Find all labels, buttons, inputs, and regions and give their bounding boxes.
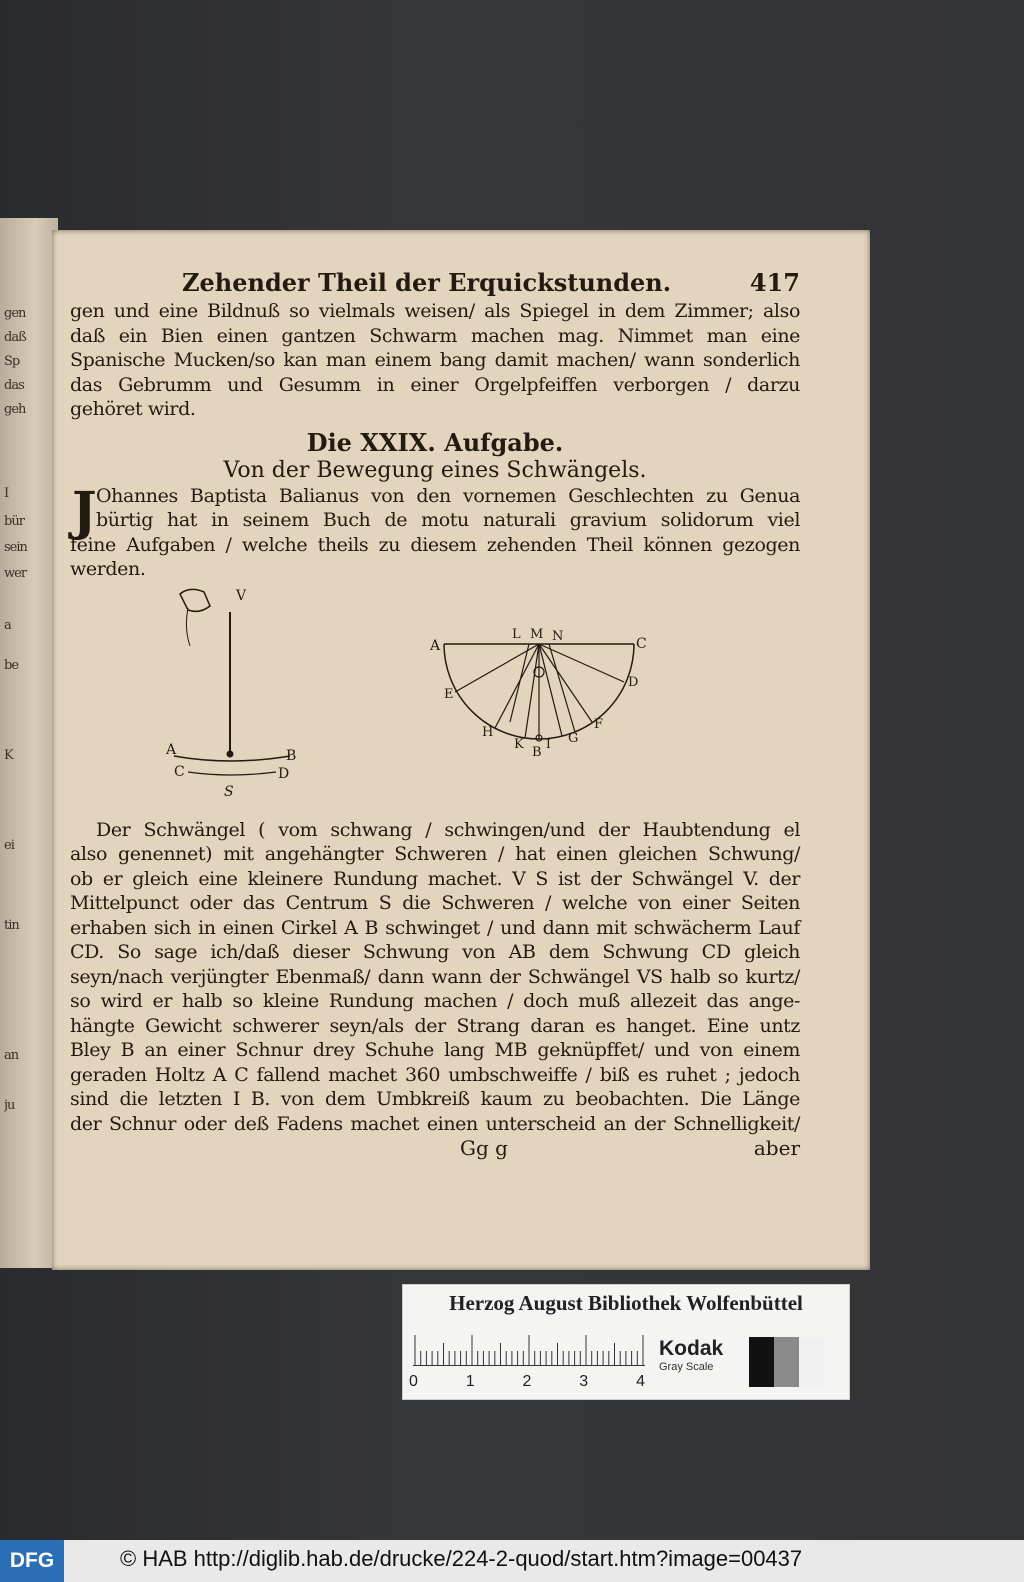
pendulum-figure bbox=[165, 588, 296, 800]
label-d: D bbox=[278, 765, 290, 782]
label-e: E bbox=[444, 686, 454, 702]
page-footer bbox=[70, 1136, 800, 1160]
text-line: daß ein Bien einen gantzen Schwarm machen mag. Nimmet man eine bbox=[70, 324, 800, 347]
left-page-fragment: tin bbox=[4, 918, 19, 932]
label-b2: B bbox=[532, 744, 542, 760]
label-d2: D bbox=[628, 674, 639, 690]
gray-patch-black bbox=[749, 1337, 774, 1387]
chord-n bbox=[549, 644, 575, 732]
left-page-fragment: ei bbox=[4, 838, 14, 852]
running-head bbox=[70, 268, 800, 297]
pendulum-bob bbox=[227, 751, 233, 757]
gray-patch-white bbox=[799, 1337, 824, 1387]
color-reference-card bbox=[402, 1284, 850, 1400]
left-page-fragment: das bbox=[4, 378, 24, 392]
text-line: werden. bbox=[70, 558, 146, 580]
text-line: sind die letzten I B. von dem Umbkreiß kaum zu beobachten. Die Länge bbox=[70, 1088, 800, 1110]
left-page-fragment: sein bbox=[4, 540, 27, 554]
ruler-scale bbox=[413, 1331, 645, 1366]
page-content bbox=[70, 268, 800, 1160]
label-i: I bbox=[546, 736, 551, 751]
book-page bbox=[52, 230, 870, 1270]
ruler-num: 3 bbox=[579, 1373, 589, 1390]
ruler-numbers bbox=[409, 1373, 645, 1391]
task-subheading: Von der Bewegung eines Schwängels. bbox=[223, 457, 647, 483]
label-n: N bbox=[552, 628, 564, 644]
label-h: H bbox=[482, 724, 494, 740]
text-line: feine Aufgaben / welche theils zu diesem zehenden Theil können gezogen bbox=[70, 533, 800, 556]
label-s: S bbox=[224, 783, 234, 800]
left-page-fragment: I bbox=[4, 486, 9, 500]
task-heading: Die XXIX. Aufgabe. bbox=[306, 427, 564, 457]
left-page-fragment: gen bbox=[4, 306, 26, 320]
text-line: das Gebrumm und Gesumm in einer Orgelpfeiffen verborgen / darzu bbox=[70, 373, 800, 396]
label-l: L bbox=[512, 626, 521, 642]
running-head-title: Zehender Theil der Erquickstunden. bbox=[182, 268, 672, 297]
text-line: also genennet) mit angehängter Schweren / hat einen gleichen Schwung/ bbox=[70, 843, 800, 865]
left-page-fragment: be bbox=[4, 658, 19, 672]
left-page-fragment: a bbox=[4, 618, 11, 632]
text-line: seyn/nach verjüngter Ebenmaß/ dann wann der Schwängel VS halb so kurtz/ bbox=[70, 965, 800, 988]
text-line: Spanische Mucken/so kan man einem bang damit machen/ wann sonderlich bbox=[70, 349, 800, 371]
text-line: CD. So sage ich/daß dieser Schwung von AB dem Schwung CD gleich bbox=[70, 941, 800, 963]
text-line: erhaben sich in einen Cirkel A B schwinget / und dann mit schwächerm Lauf bbox=[70, 916, 800, 939]
left-page-fragment: Sp bbox=[4, 354, 20, 368]
text-line: Ohannes Baptista Balianus von den vornemen Geschlechten zu Genua bbox=[96, 484, 800, 507]
text-line: Bley B an einer Schnur drey Schuhe lang MB geknüpffet/ und von einem bbox=[70, 1039, 800, 1061]
pendulum-figures bbox=[70, 582, 800, 802]
ruler-num: 2 bbox=[522, 1373, 532, 1390]
ruler-num: 1 bbox=[465, 1373, 475, 1390]
catchword: aber bbox=[753, 1136, 800, 1160]
body-paragraph bbox=[70, 818, 800, 1137]
text-line: ob er gleich eine kleinere Rundung machet. V S ist der Schwängel V. der bbox=[70, 867, 800, 890]
top-paragraph bbox=[70, 299, 800, 422]
left-page-fragment: wer bbox=[4, 566, 27, 580]
text-line: geraden Holtz A C fallend machet 360 umbschweiffe / biß es ruhet ; jedoch bbox=[70, 1063, 800, 1086]
text-line: der Schnur oder deß Fadens machet einen unterscheid an der Schnelligkeit/ bbox=[70, 1112, 800, 1135]
label-b: B bbox=[286, 747, 297, 764]
label-c2: C bbox=[636, 635, 647, 652]
left-page-fragment: ju bbox=[4, 1098, 15, 1112]
left-page-edge bbox=[0, 218, 58, 1268]
signature-mark: Gg g bbox=[460, 1136, 508, 1160]
label-g: G bbox=[568, 730, 579, 746]
label-a: A bbox=[166, 741, 177, 758]
gray-patches bbox=[749, 1337, 824, 1387]
left-page-fragment: bür bbox=[4, 514, 24, 528]
arc-cd bbox=[188, 772, 276, 775]
text-line: gehöret wird. bbox=[70, 398, 196, 420]
semicircle-figure bbox=[429, 627, 647, 760]
label-c: C bbox=[174, 763, 185, 780]
text-line: Der Schwängel ( vom schwang / schwingen/und der Haubtendung el bbox=[96, 818, 800, 841]
text-line: Mittelpunct oder das Centrum S die Schweren / welche von einer Seiten bbox=[70, 892, 800, 914]
copyright-link[interactable]: © HAB http://diglib.hab.de/drucke/224-2-quod/start.htm?image=00437 bbox=[120, 1546, 803, 1571]
kodak-brand: Kodak bbox=[659, 1337, 724, 1360]
radius-g bbox=[539, 644, 562, 736]
text-line: bürtig hat in seinem Buch de motu naturali gravium solidorum viel bbox=[96, 509, 800, 531]
ruler-num: 4 bbox=[636, 1373, 645, 1390]
figures bbox=[70, 582, 800, 802]
text-line: so wird er halb so kleine Rundung machen / doch muß allezeit das ange- bbox=[70, 990, 800, 1012]
text-line: hängte Gewicht schwerer seyn/als der Strang daran es hanget. Eine untz bbox=[70, 1014, 800, 1037]
left-page-fragment: geh bbox=[4, 402, 26, 416]
left-page-fragment: daß bbox=[4, 330, 26, 344]
cord bbox=[186, 608, 190, 646]
label-a2: A bbox=[430, 637, 441, 654]
left-page-fragment: K bbox=[4, 748, 13, 762]
dfg-logo: DFG bbox=[0, 1540, 64, 1582]
library-name: Herzog August Bibliothek Wolfenbüttel bbox=[449, 1291, 803, 1315]
label-v: V bbox=[236, 587, 247, 604]
text-line: gen und eine Bildnuß so vielmals weisen/ als Spiegel in dem Zimmer; also bbox=[70, 300, 800, 322]
label-f: F bbox=[594, 716, 604, 732]
dropcap: J bbox=[72, 480, 97, 542]
label-k: K bbox=[514, 736, 524, 752]
ruler-num: 0 bbox=[409, 1373, 418, 1390]
intro-paragraph bbox=[70, 480, 800, 582]
left-page-fragment: an bbox=[4, 1048, 19, 1062]
hand-icon bbox=[180, 589, 210, 611]
gray-scale-label: Gray Scale bbox=[659, 1361, 714, 1373]
label-m: M bbox=[530, 626, 544, 642]
gray-patch-mid bbox=[774, 1337, 799, 1387]
page-number: 417 bbox=[749, 268, 800, 297]
